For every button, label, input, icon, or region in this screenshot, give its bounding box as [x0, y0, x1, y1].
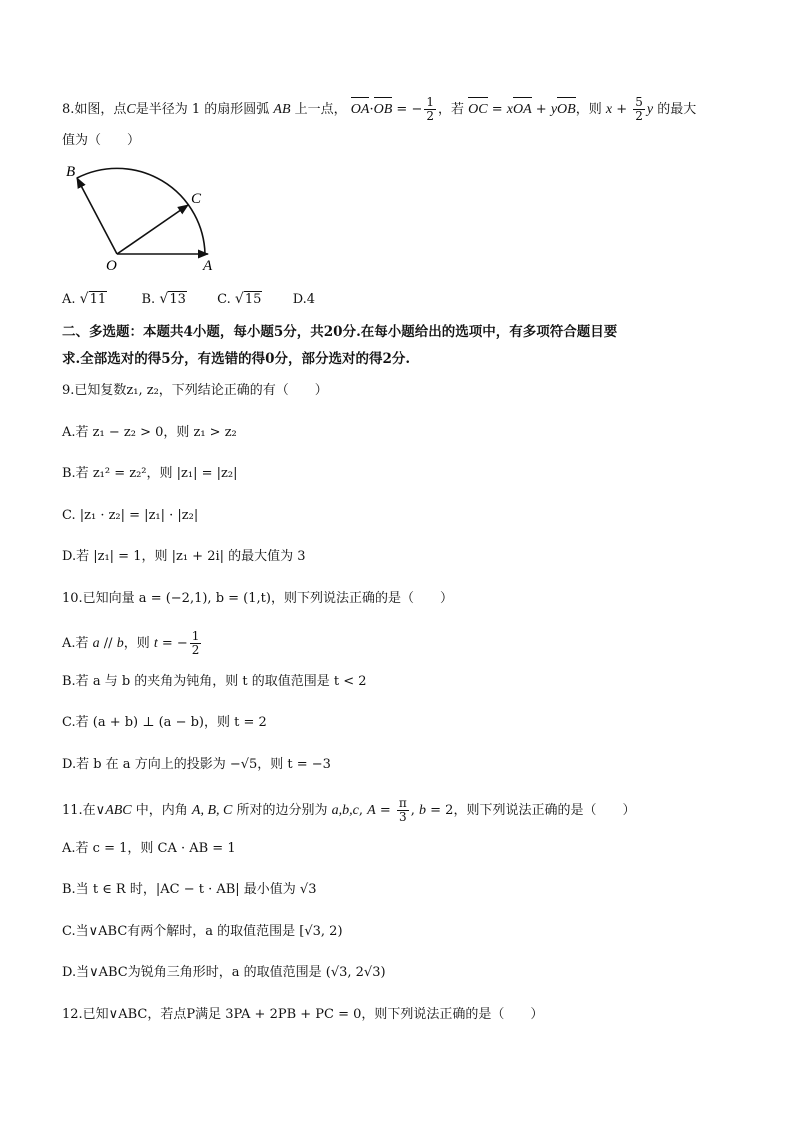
q10-option-b[interactable]: B.若 a 与 b 的夹角为钝角，则 t 的取值范围是 t < 2: [62, 674, 367, 689]
sector-figure: [60, 158, 225, 273]
q9-option-a[interactable]: A.若 z₁ − z₂ > 0，则 z₁ > z₂: [62, 425, 237, 440]
q9-option-c[interactable]: C. |z₁ · z₂| = |z₁| · |z₂|: [62, 508, 199, 523]
q10-option-a[interactable]: A.若 a // b，则 t = − $\frac{1}{2}$: [62, 629, 200, 657]
q10-stem: 10.已知向量 a = (−2,1), b = (1,t)，则下列说法正确的是（ ）: [62, 591, 453, 606]
label-A: A: [203, 258, 213, 273]
q8-option-a[interactable]: A. √ 11: [62, 292, 107, 307]
label-C: C: [191, 191, 202, 207]
q8-options: [62, 290, 315, 310]
label-O: O: [106, 258, 117, 273]
q11-stem: 11.在∨ABC 中，内角 A, B, C 所对的边分别为 a,b,c, A = $\frac{\pi}{3}$ , b = 2，则下列说法正确的是（ ）: [62, 796, 636, 824]
q8-option-b[interactable]: B. √ 13: [141, 292, 186, 307]
q11-option-c[interactable]: C.当∨ABC有两个解时，a 的取值范围是 [√3, 2): [62, 924, 343, 939]
q10-option-d[interactable]: D.若 b 在 a 方向上的投影为 −√5，则 t = −3: [62, 757, 331, 772]
q8-stem-line1: 8.如图，点C是半径为 1 的扇形圆弧 AB 上一点， OA·OB = − $\frac{1}{2}$ ，若 OC = xOA + yOB，则 x + $\frac{5}{2}$ y 的最大: [62, 95, 697, 123]
section2-header-line1: 二、多选题：本题共4小题，每小题5分，共20分.在每小题给出的选项中，有多项符合题目要: [62, 324, 618, 340]
q9-stem: 9.已知复数z₁, z₂，下列结论正确的有（ ）: [62, 383, 328, 398]
sector-arc: [77, 168, 205, 254]
q11-option-d[interactable]: D.当∨ABC为锐角三角形时，a 的取值范围是 (√3, 2√3): [62, 965, 386, 980]
q8-option-c[interactable]: C. √ 15: [217, 292, 262, 307]
q12-stem: 12.已知∨ABC，若点P满足 3PA + 2PB + PC = 0，则下列说法正确的是（ ）: [62, 1007, 544, 1022]
q11-option-a[interactable]: A.若 c = 1，则 CA · AB = 1: [62, 841, 236, 856]
q9-option-b[interactable]: B.若 z₁² = z₂²，则 |z₁| = |z₂|: [62, 466, 238, 481]
vector-OC: [117, 205, 188, 254]
label-B: B: [66, 164, 76, 180]
q8-stem-line2: 值为（ ）: [62, 133, 141, 148]
q11-option-b[interactable]: B.当 t ∈ R 时，|AC − t · AB| 最小值为 √3: [62, 882, 317, 897]
q8-option-d[interactable]: D.4: [292, 292, 316, 307]
q9-option-d[interactable]: D.若 |z₁| = 1，则 |z₁ + 2i| 的最大值为 3: [62, 549, 306, 564]
section2-header-line2: 求.全部选对的得5分，有选错的得0分，部分选对的得2分.: [62, 351, 411, 367]
q10-option-c[interactable]: C.若 (a + b) ⊥ (a − b)，则 t = 2: [62, 715, 267, 730]
vector-OB: [77, 178, 117, 254]
